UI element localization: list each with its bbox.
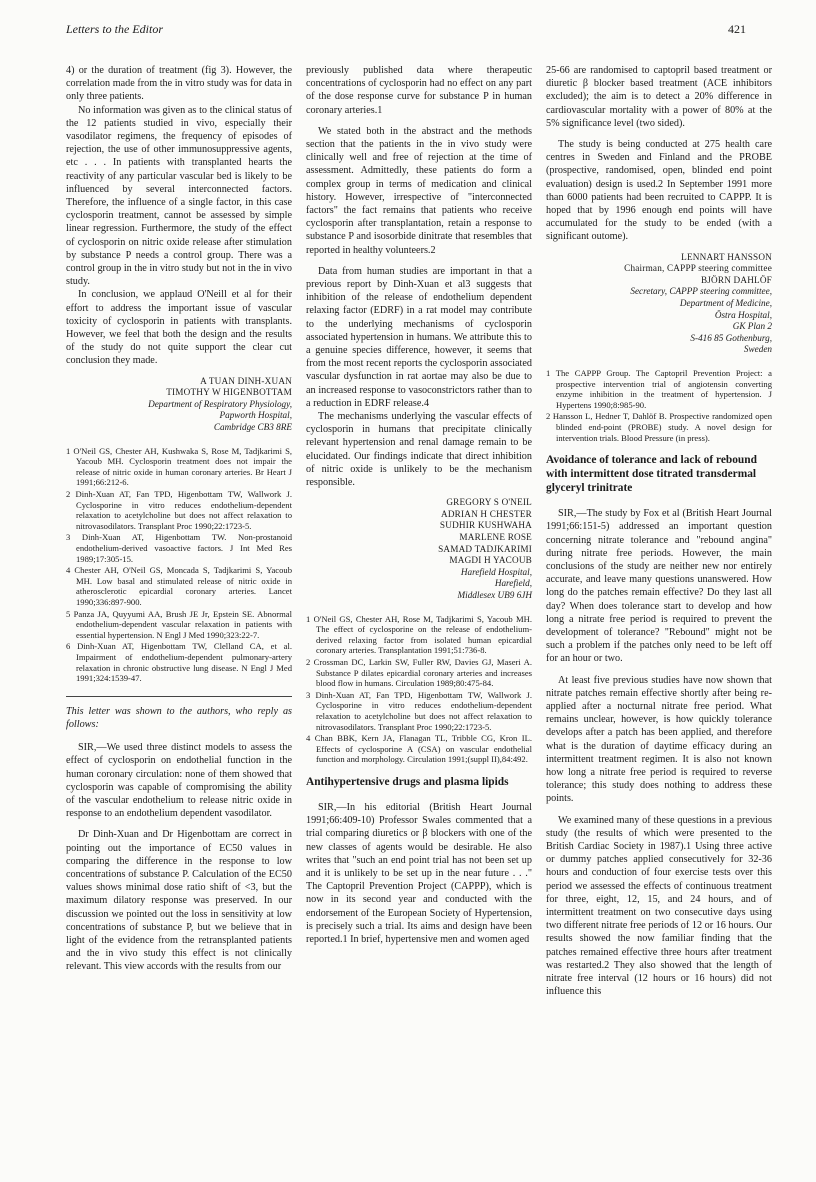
editor-note: This letter was shown to the authors, who reply as follows: xyxy=(66,705,292,730)
reference-item: 4 Chester AH, O'Neil GS, Moncada S, Tadjkarimi S, Yacoub MH. Low basal and stimulated release of nitric oxide in atherosclerotic epicardial coronary arteries. Lancet 1990;336:897-900. xyxy=(66,565,292,607)
running-head: Letters to the Editor xyxy=(66,22,163,36)
signature-affiliation: Department of Respiratory Physiology, Papworth Hospital, Cambridge CB3 8RE xyxy=(148,398,292,433)
reference-list xyxy=(66,446,292,684)
reference-item: 1 The CAPPP Group. The Captopril Prevention Project: a prospective intervention trial of angiotensin converting enzyme inhibition in the treatment of hypertension. J Hypertens 1990;8:985-90. xyxy=(546,367,772,410)
reference-item: 2 Crossman DC, Larkin SW, Fuller RW, Davies GJ, Maseri A. Substance P dilates epicardial coronary arteries and increases blood flow in humans. Circulation 1989;80:475-84. xyxy=(306,657,532,689)
reference-item: 4 Chan BBK, Kern JA, Flanagan TL, Tribble CG, Kron IL. Effects of cyclosporine A (CSA) on vascular endothelial function and morphology. Circulation 1991;(suppl II),84:492. xyxy=(306,733,532,765)
body-paragraph: We stated both in the abstract and the methods section that the patients in the in vivo study were clinically well and free of rejection at the time of assessment. Admittedly, these patients do form a complex group in terms of medication and clinical history. However, irrespective of "interconnected factors" the fact remains that patients who receive cyclosporin after transplantation, retain a response to substance P and isosorbide dinitrate that resembles that reported in healthy volunteers.2 xyxy=(306,125,532,256)
column-2 xyxy=(306,64,532,946)
signature-names: GREGORY S O'NEIL ADRIAN H CHESTER SUDHIR KUSHWAHA MARLENE ROSE SAMAD TADJKARIMI MAGDI H YACOUB xyxy=(438,497,532,566)
signature-block xyxy=(66,376,292,434)
signature-names: LENNART HANSSON Chairman, CAPPP steering committee BJÖRN DAHLÖF xyxy=(624,251,772,285)
reference-item: 3 Dinh-Xuan AT, Higenbottam TW. Non-prostanoid endothelium-derived vasoactive factors. J Int Med Res 1989;17:305-15. xyxy=(66,532,292,564)
body-paragraph: We examined many of these questions in a previous study (the results of which were presented to the British Cardiac Society in 1987).1 Using three active or dummy patches applied consecutively for 32-36 hours and conduction of four exercise tests over this period we assessed the effects of continuous treatment for three, eight, 12, 15, and 24 hours, and of intermittent treatment on two consecutive days using two different nitrate free periods of 12 or 16 hours. Our results showed the now familiar finding that the patches remained effective three hours after treatment was restarted.2 They also showed that the length of nitrate free interval (12 hours or 16 hours) did not influence this xyxy=(546,814,772,998)
reference-item: 6 Dinh-Xuan AT, Higenbottam TW, Clelland CA, et al. Impairment of endothelium-dependent pulmonary-artery relaxation in chronic obstructive lung disease. N Engl J Med 1991;324:1539-47. xyxy=(66,641,292,684)
signature-block xyxy=(546,252,772,356)
article-heading: Avoidance of tolerance and lack of rebound with intermittent dose titrated transdermal glyceryl trinitrate xyxy=(546,454,757,495)
reference-item: 3 Dinh-Xuan AT, Fan TPD, Higenbottam TW, Wallwork J. Cyclosporine in vitro reduces endothelium-dependent relaxation to acetylcholine but does not affect relaxation to nitrovasodilators. Transplant Proc 1990;22:1723-5. xyxy=(306,689,532,732)
body-paragraph: At least five previous studies have now shown that nitrate patches remain effective shortly after being re-applied after a nocturnal nitrate free period. What remains unclear, however, is how quickly tolerance develops after a patch has been applied, and therefore what is the duration of daytime efficacy during an intermittent treatment regimen. It is also not known how long a nitrate free period is required to reverse tolerance; this study does nothing to address these points. xyxy=(546,674,772,805)
reference-list xyxy=(546,368,772,443)
reference-item: 2 Dinh-Xuan AT, Fan TPD, Higenbottam TW, Wallwork J. Cyclosporine in vitro reduces endothelium-dependent relaxation to acetylcholine but does not affect relaxation to nitrovasodilators. Transplant Proc 1990;22:1723-5. xyxy=(66,489,292,531)
reference-item: 1 O'Neil GS, Chester AH, Kushwaka S, Rose M, Tadjkarimi S, Yacoub MH. Cyclosporin treatment does not impair the release of nitric oxide in human coronary arteries. Br Heart J 1991;66:212-6. xyxy=(66,445,292,488)
body-paragraph: 4) or the duration of treatment (fig 3). However, the correlation made from the in vitro study was for data in only three patients. xyxy=(66,65,292,103)
body-paragraph: 25-66 are randomised to captopril based treatment or diuretic β blocker based treatment (ACE inhibitors excluded); the aim is to detect a 20% difference in cardiovascular mortality with a power of 80% at the 5% significance level (two sided). xyxy=(546,65,772,129)
column-3 xyxy=(546,64,772,998)
body-paragraph: The mechanisms underlying the vascular effects of cyclosporin in humans that precipitate clinically relevant hypertension and renal damage remain to be elucidated. Our findings indicate that direct inhibition of nitric oxide is unlikely to be the mechanism responsible. xyxy=(306,411,532,489)
page-number: 421 xyxy=(728,22,746,36)
body-paragraph: previously published data where therapeutic concentrations of cyclosporin had no effect on any part of the dose response curve for substance P in human coronary arteries.1 xyxy=(306,65,532,116)
article-heading: Antihypertensive drugs and plasma lipids xyxy=(306,775,509,788)
reference-item: 2 Hansson L, Hedner T, Dahlöf B. Prospective randomized open blinded end-point (PROBE) study. A novel design for intervention trials. Blood Pressure (in press). xyxy=(546,411,772,443)
body-paragraph: Data from human studies are important in that a previous report by Dinh-Xuan et al3 suggests that inhibition of the release of endothelium dependent relaxing factor (EDRF) in a rat model may contribute to the underlying mechanisms of cyclosporin associated hypertension in humans. We attribute this to a genuine species difference, however, it seems that from the most recent reports the cyclosporin associated vascular dysfunction in rat aortae may also be due to an increased response to vasoconstrictors rather than to a reduction in EDRF release.4 xyxy=(306,265,532,409)
signature-names: A TUAN DINH-XUAN TIMOTHY W HIGENBOTTAM xyxy=(166,375,292,398)
body-paragraph: In conclusion, we applaud O'Neill et al for their effort to address the important issue of vascular toxicity of cyclosporin in patients with transplants. However, we feel that both the design and the results of the study do not quite support the clear cut conclusion they made. xyxy=(66,289,292,367)
column-1 xyxy=(66,64,292,974)
body-paragraph: SIR,—The study by Fox et al (British Heart Journal 1991;66:151-5) addressed an important question concerning nitrate tolerance and "rebound angina" during nitrate free periods. However, the main conclusions of the study are neither new nor entirely accurate, and leave many questions unanswered. How long do the patches remain effective? Do they last all day? When does tolerance start to develop and how long a nitrate free period is required to prevent the development of tolerance? "Rebound" might not be such a problem if the patches only need to be left off for an hour or two. xyxy=(546,508,772,665)
divider xyxy=(66,696,292,697)
reference-item: 1 O'Neil GS, Chester AH, Rose M, Tadjkarimi S, Yacoub MH. The effect of cyclosporine on the release of endothelium-derived relaxing factor from isolated human epicardial coronary arteries. Transplantation 1991;51:736-8. xyxy=(306,613,532,656)
reference-list xyxy=(306,614,532,765)
signature-block xyxy=(306,497,532,601)
signature-affiliation: Harefield Hospital, Harefield, Middlesex UB9 6JH xyxy=(457,566,532,601)
signature-affiliation: Secretary, CAPPP steering committee, Department of Medicine, Östra Hospital, GK Plan 2 S-416 85 Gothenburg, Sweden xyxy=(630,286,772,355)
reference-item: 5 Panza JA, Quyyumi AA, Brush JE Jr, Epstein SE. Abnormal endothelium-dependent vascular relaxation in patients with essential hypertension. N Engl J Med 1990;323:22-7. xyxy=(66,608,292,640)
body-paragraph: SIR,—In his editorial (British Heart Journal 1991;66:409-10) Professor Swales commented that a trial comparing diuretics or β blockers with one of the new classes of agents would be desirable. He also writes that "such an end point trial has not been set up and it is unlikely to be set up in the near future . . ." The Captopril Prevention Project (CAPPP), which is now in its second year and conducted with the endorsement of the European Society of Hypertension, is precisely such a trial. Its aims and design have been reported.1 In brief, hypertensive men and women aged xyxy=(306,801,532,945)
body-paragraph: The study is being conducted at 275 health care centres in Sweden and Finland and the PROBE (prospective, randomised, open, blinded end point evaluation) design is used.2 In September 1991 more than 6000 patients had been recruited to CAPPP. It is hoped that by 1996 enough end points will have accumulated for the study to be ended (with a significant outome). xyxy=(546,139,772,243)
reply-paragraph: Dr Dinh-Xuan and Dr Higenbottam are correct in pointing out the importance of EC50 values in comparing the difference in the response to low concentrations of substance P. Calculation of the EC50 values shows minimal dose ratio shift of <3, but the maximum dilatory response was preserved. In our discussion we pointed out the loss in sensitivity at low concentrations of substance P, but we believe that in light of the evidence from the retransplanted patients and the in vivo study this effect is not clinically relevant. This view accords with the results from our xyxy=(66,829,292,973)
reply-paragraph: SIR,—We used three distinct models to assess the effect of cyclosporin on endothelial function in the human coronary circulation: none of them showed that cyclosporin was capable of compromising the ability of the vascular endothelium to release nitric oxide in response to an endothelium dependent vasodilator. xyxy=(66,742,292,820)
body-paragraph: No information was given as to the clinical status of the 12 patients studied in vivo, especially their vasodilator regimens, the frequency of episodes of rejection, the use of other immunosuppressive agents, etc . . . In patients with transplanted hearts the reactivity of any particular vascular bed is likely to be influenced by several interconnected factors. Therefore, the influence of a single factor, in this case cyclosporin treatment, cannot be assessed by simple linear regression. Furthermore, the study of the effect of cyclosporin on nitric oxide release after stimulation by substance P needs a control group. There was a control group in the in vitro study but not in the in vivo study. xyxy=(66,104,292,288)
